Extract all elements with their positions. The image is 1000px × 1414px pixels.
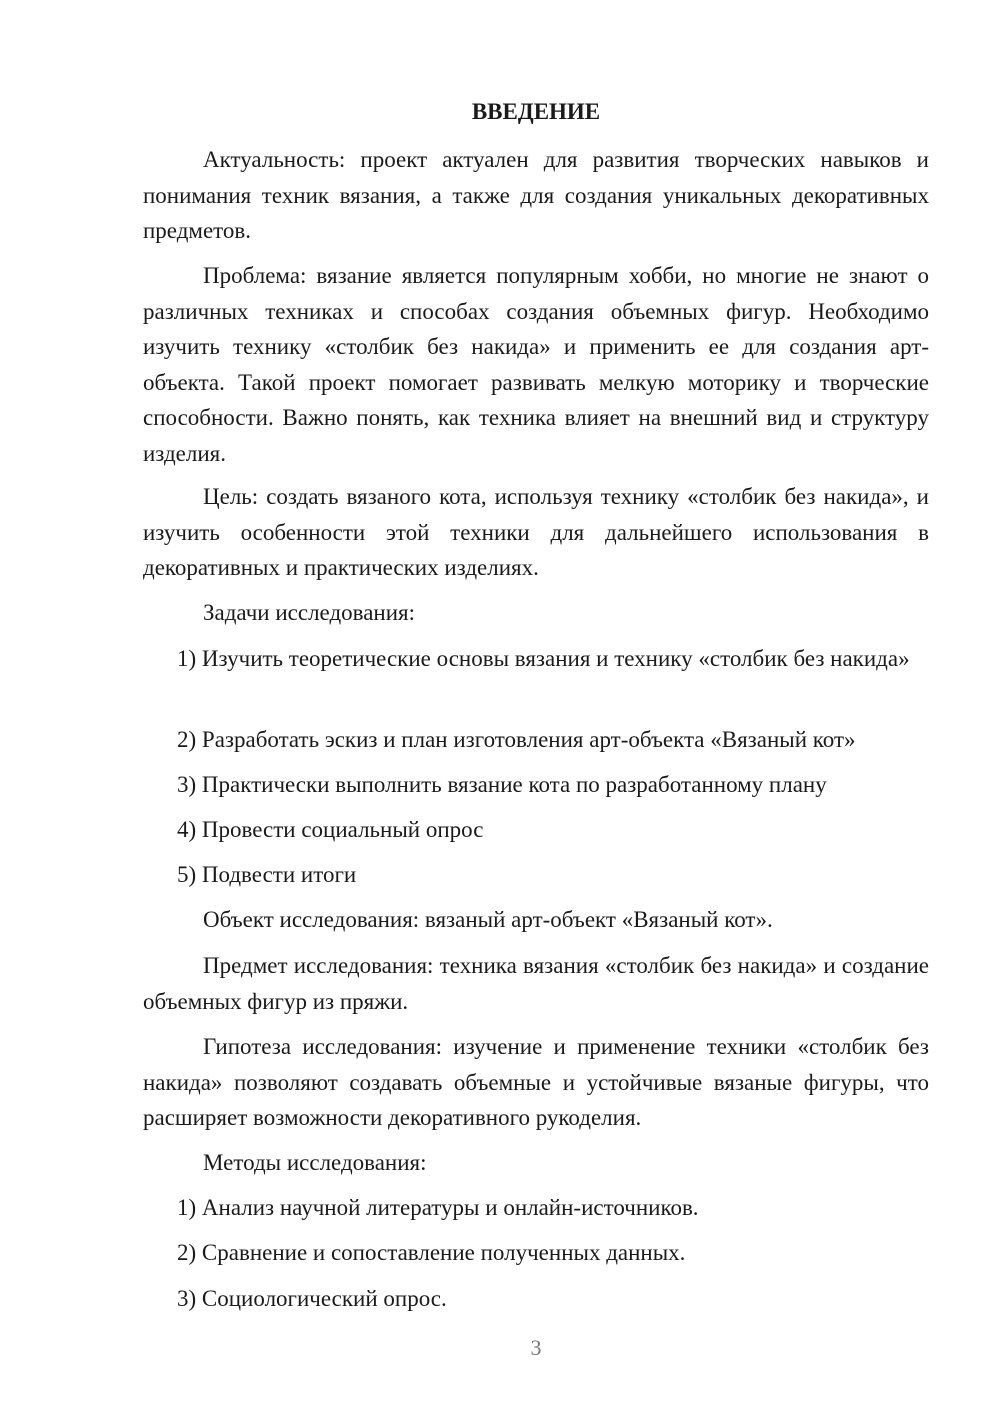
task-item-3: 3) Практически выполнить вязание кота по разработанному плану xyxy=(177,772,827,797)
paragraph-problem: Проблема: вязание является популярным хобби, но многие не знают о различных техниках и способах создания объемных фигур. Необходимо изучить технику «столбик без накида» и применить ее для создания арт-объекта. Такой проект помогает развивать мелкую моторику и творческие способности. Важно понять, как техника влияет на внешний вид и структуру изделия. xyxy=(143,263,929,466)
tasks-heading: Задачи исследования: xyxy=(203,600,416,625)
methods-heading: Методы исследования: xyxy=(203,1150,427,1175)
section-title: ВВЕДЕНИЕ xyxy=(471,99,601,124)
paragraph-subject: Предмет исследования: техника вязания «столбик без накида» и создание объемных фигур из пряжи. xyxy=(143,953,929,1014)
paragraph-relevance: Актуальность: проект актуален для развития творческих навыков и понимания техник вязания, а также для создания уникальных декоративных предметов. xyxy=(143,147,929,243)
task-item-4: 4) Провести социальный опрос xyxy=(177,817,484,842)
method-item-2: 2) Сравнение и сопоставление полученных данных. xyxy=(177,1240,686,1265)
method-item-1: 1) Анализ научной литературы и онлайн-источников. xyxy=(177,1195,699,1220)
paragraph-object: Объект исследования: вязаный арт-объект «Вязаный кот». xyxy=(203,907,773,932)
task-item-5: 5) Подвести итоги xyxy=(177,862,357,887)
paragraph-goal: Цель: создать вязаного кота, используя технику «столбик без накида», и изучить особенности этой техники для дальнейшего использования в декоративных и практических изделиях. xyxy=(143,484,929,580)
page-number: 3 xyxy=(530,1335,542,1360)
paragraph-hypothesis: Гипотеза исследования: изучение и применение техники «столбик без накида» позволяют создавать объемные и устойчивые вязаные фигуры, что расширяет возможности декоративного рукоделия. xyxy=(143,1034,929,1130)
task-item-2: 2) Разработать эскиз и план изготовления арт-объекта «Вязаный кот» xyxy=(177,727,856,752)
task-item-1: 1) Изучить теоретические основы вязания и технику «столбик без накида» xyxy=(177,646,910,671)
method-item-3: 3) Социологический опрос. xyxy=(177,1286,447,1311)
